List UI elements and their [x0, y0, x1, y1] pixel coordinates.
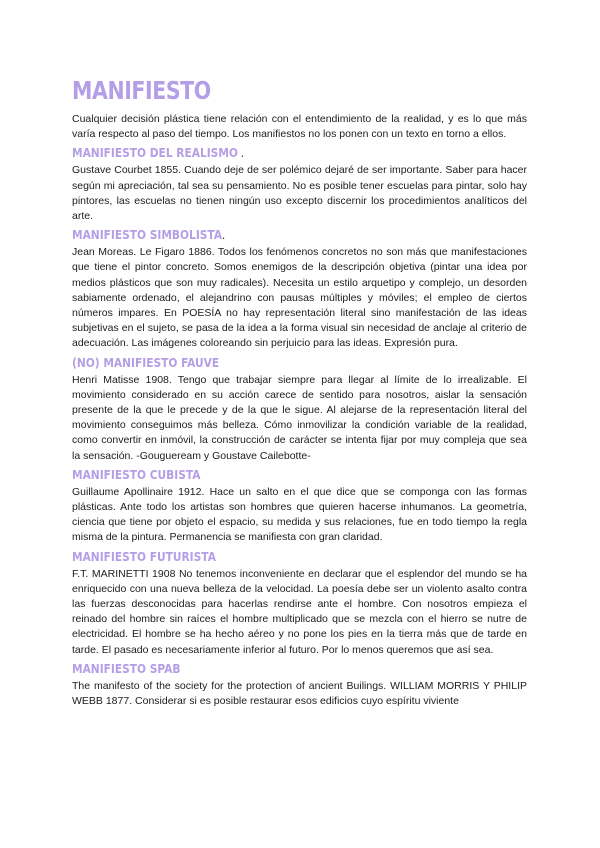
- document-page: [72, 74, 527, 709]
- section-heading-simbolista: [72, 226, 459, 244]
- section-paragraph-fauve: Henri Matisse 1908. Tengo que trabajar siempre para llegar al límite de lo irrealizable. El movimiento considerado en su acción carece de sentido para nosotros, aislar la sensación presente de la que le precede y de la que le sigue. Al alejarse de la representación literal del movimiento conseguimos más belleza. Cómo inmovilizar la condición variable de la realidad, como convertir en inmóvil, la construcción de carácter se intenta fijar por muy compleja que sea la sensación. -Gougueream y Goustave Cailebotte-: [72, 373, 527, 462]
- section-heading-spab: [72, 660, 459, 678]
- section-heading-text: MANIFIESTO SIMBOLISTA: [72, 227, 223, 243]
- section-heading-realismo: [72, 144, 459, 162]
- section-heading-text: (NO) MANIFIESTO FAUVE: [72, 354, 220, 370]
- section-paragraph-simbolista: Jean Moreas. Le Figaro 1886. Todos los fenómenos concretos no son más que manifestaciones que tiene el pintor concreto. Somos enemigos de la descripción objetiva (pintar una idea por medios plásticos que son muy radicales). Necesita un estilo arquetipo y complejo, un desorden sabiamente ordenado, el alejandrino con pausas múltiples y móviles; el empleo de ciertos números impares. En POESÍA no hay representación literal sino manifestación de las ideas subjetivas en el sujeto, se pasa de la idea a la forma visual sin necesidad de anclaje al criterio de adecuación. Las imágenes coloreando sin perjuicio para las ideas. Expresión pura.: [72, 246, 527, 350]
- section-heading-text: MANIFIESTO SPAB: [72, 660, 181, 676]
- section-paragraph-realismo: Gustave Courbet 1855. Cuando deje de ser polémico dejaré de ser importante. Saber para hacer según mi apreciación, tal sea su pensamiento. No es posible tener escuelas para pintar, solo hay pintores, las escuelas no tienen ningún uso excepto discernir los procedimientos analíticos del arte.: [72, 164, 527, 223]
- section-heading-futurista: [72, 548, 459, 566]
- document-title: MANIFIESTO: [72, 76, 211, 105]
- intro-paragraph: Cualquier decisión plástica tiene relación con el entendimiento de la realidad, y es lo que más varía respecto al paso del tiempo. Los manifiestos no los ponen con un texto en torno a ellos.: [72, 113, 527, 141]
- section-paragraph-futurista: F.T. MARINETTI 1908 No tenemos inconveniente en declarar que el esplendor del mundo se ha enriquecido con una nueva belleza de la velocidad. La poesía debe ser un violento asalto contra las fuerzas desconocidas para hacerlas rendirse ante el hombre. Con nosotros empieza el reinado del hombre sin raíces el hombre multiplicado que se mezcla con el hierro se nutre de electricidad. El hombre se ha hecho aéreo y no pone los pies en la tierra más que de tarde en tarde. El pasado es necesariamente inferior al futuro. Por lo menos queremos que así sea.: [72, 567, 527, 656]
- section-heading-suffix: .: [237, 146, 244, 161]
- section-paragraph-cubista: Guillaume Apollinaire 1912. Hace un salto en el que dice que se componga con las formas plásticas. Ante todo los artistas son hombres que quieren hacerse inhumanos. La geometría, ciencia que tiene por objeto el espacio, su medida y sus relaciones, fue en todo tiempo la regla misma de la pintura. Permanencia se manifiesta con gran claridad.: [72, 485, 527, 544]
- section-heading-cubista: [72, 466, 459, 484]
- section-paragraph-spab: The manifesto of the society for the protection of ancient Builings. WILLIAM MORRIS Y PHILIP WEBB 1877. Considerar si es posible restaurar esos edificios cuyo espíritu viviente: [72, 679, 527, 708]
- section-heading-suffix: .: [222, 228, 226, 243]
- section-heading-text: MANIFIESTO CUBISTA: [72, 466, 201, 482]
- section-heading-text: MANIFIESTO FUTURISTA: [72, 548, 216, 564]
- section-heading-text: MANIFIESTO DEL REALISMO: [72, 145, 238, 161]
- section-heading-fauve: [72, 354, 459, 372]
